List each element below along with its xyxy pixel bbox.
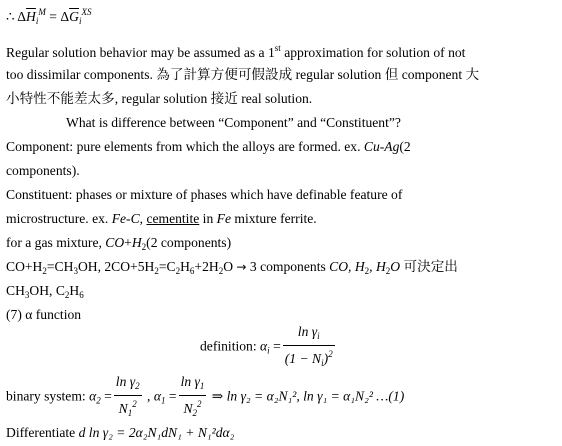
- text-span: CO: [329, 259, 349, 274]
- ordinal-superscript: st: [274, 43, 281, 53]
- text-span: H: [375, 259, 386, 274]
- text-span: i: [321, 358, 324, 368]
- text-span: microstructure. ex.: [6, 211, 112, 226]
- component-definition-line-1: [6, 138, 411, 155]
- paragraph-regular-solution-line-2: too dissimilar components. 為了計算方便可假設成 regular solution 但 component 大: [6, 67, 480, 82]
- text-span: CO: [105, 235, 125, 250]
- enthalpy-superscript: M: [38, 7, 46, 17]
- text-span: 2: [154, 266, 159, 276]
- text-span: 可決定出: [400, 259, 458, 274]
- text-span: 2: [328, 349, 333, 359]
- text-span: 2: [132, 399, 137, 409]
- text-span: OH, C: [29, 283, 65, 298]
- constituent-definition-line-1: Constituent: phases or mixture of phases which have definable feature of: [6, 187, 403, 202]
- text-span: H: [354, 259, 365, 274]
- text-span: (2: [399, 139, 411, 154]
- text-span: ln γ: [297, 324, 318, 339]
- text-span: 2: [364, 266, 370, 276]
- text-span: approximation for solution of not: [280, 45, 466, 60]
- text-span: 1: [199, 381, 205, 391]
- paragraph-regular-solution-line-1: [6, 40, 465, 61]
- reaction-line: [6, 258, 458, 280]
- paragraph-regular-solution-line-3: 小特性不能差太多, regular solution 接近 real solution.: [6, 91, 313, 106]
- text-span: (1 − N: [284, 351, 322, 366]
- text-span: 3 components: [246, 259, 330, 274]
- text-span: =: [100, 388, 112, 404]
- alpha-definition-equation: [200, 324, 337, 371]
- text-span: (2 components): [146, 235, 232, 250]
- text-span: H: [180, 259, 190, 274]
- text-span: i: [267, 345, 270, 356]
- text-span: =C: [158, 259, 176, 274]
- text-span: ,: [369, 259, 376, 274]
- text-span: i: [317, 331, 320, 341]
- text-span: O: [390, 259, 401, 274]
- text-span: 2: [64, 290, 70, 300]
- text-span: =CH: [46, 259, 74, 274]
- text-span: mixture ferrite.: [231, 211, 317, 226]
- text-span: 2: [218, 266, 224, 276]
- text-span: 3: [73, 266, 78, 276]
- binary-system-equation: [6, 374, 404, 421]
- text-span: H: [69, 283, 80, 298]
- text-span: ,: [139, 211, 147, 226]
- text-span: α: [153, 388, 161, 404]
- text-span: =: [269, 338, 281, 354]
- question-line: What is difference between “Component” and “Constituent”?: [66, 115, 401, 130]
- text-span: 2: [135, 381, 140, 391]
- top-equation: [6, 4, 91, 30]
- partial-gibbs-symbol: $\overline{G}$: [69, 9, 79, 24]
- text-span: binary system:: [6, 388, 90, 404]
- text-span: +: [124, 235, 132, 250]
- text-span: 1: [160, 395, 166, 406]
- text-span: OH, 2CO+5H: [77, 259, 155, 274]
- text-span: [283, 324, 335, 346]
- text-span: CO+H: [6, 259, 43, 274]
- text-span: definition:: [200, 338, 261, 354]
- text-span: 2: [42, 266, 47, 276]
- partial-enthalpy-symbol: $\overline{H}$: [26, 9, 36, 24]
- gibbs-superscript: XS: [81, 7, 92, 17]
- reaction-line-2: [6, 282, 84, 304]
- gibbs-subscript: i: [78, 16, 82, 26]
- text-span: 1: [127, 408, 133, 418]
- differentiate-line: [6, 424, 234, 441]
- text-span: +2H: [194, 259, 219, 274]
- text-span: α: [260, 338, 268, 354]
- text-span: ln γ₂ = α₂N₁², ln γ₁ = α₁N₂² …(1): [226, 388, 405, 404]
- text-span: 6: [189, 266, 195, 276]
- alpha-function-heading: (7) α function: [6, 307, 82, 322]
- text-span: CH: [6, 283, 25, 298]
- text-span: =: [165, 388, 177, 404]
- text-span: 3: [24, 290, 30, 300]
- text-span: 2: [96, 395, 101, 406]
- text-span: Component: pure elements from which the alloys are formed. ex.: [6, 139, 364, 154]
- text-span: 2: [175, 266, 181, 276]
- example-fe-c: Fe-C: [111, 211, 140, 226]
- text-span: 2: [197, 399, 202, 409]
- text-span: ,: [143, 388, 154, 404]
- text-span: d ln γ₂ = 2α₂N₁dN₁ + N₁²dα₂: [78, 425, 235, 440]
- text-span: ,: [348, 259, 355, 274]
- text-span: ln γ: [180, 374, 200, 389]
- enthalpy-subscript: i: [35, 16, 39, 26]
- definition-fraction: [283, 324, 335, 371]
- text-span: N: [118, 401, 128, 416]
- fe-italic: Fe: [216, 211, 231, 226]
- text-span: α: [89, 388, 97, 404]
- text-span: Differentiate: [6, 425, 79, 440]
- text-span: [114, 396, 142, 421]
- text-span: 2: [385, 266, 391, 276]
- text-span: N: [183, 401, 193, 416]
- text-span: H: [131, 235, 142, 250]
- text-span: [179, 396, 207, 421]
- equals-delta: = Δ: [45, 9, 70, 24]
- text-span: for a gas mixture,: [6, 235, 106, 250]
- right-arrow-icon: →: [236, 260, 247, 274]
- text-span: 2: [192, 408, 198, 418]
- text-span: O: [223, 259, 237, 274]
- text-span: 2: [141, 242, 147, 252]
- text-span: 6: [79, 290, 84, 300]
- text-span: [283, 346, 335, 371]
- constituent-definition-line-2: [6, 210, 317, 227]
- implies-arrow: ⇒: [208, 388, 227, 404]
- text-span: Regular solution behavior may be assumed as a 1: [6, 45, 275, 60]
- therefore-delta: ∴ Δ: [6, 9, 27, 24]
- alpha1-fraction: [179, 374, 207, 421]
- text-span: [179, 374, 207, 396]
- text-span: ln γ: [115, 374, 136, 389]
- text-span: ): [323, 351, 329, 366]
- component-definition-line-2: components).: [6, 163, 80, 178]
- gas-mixture-line: [6, 234, 231, 256]
- text-span: [114, 374, 142, 396]
- cementite-underlined: cementite: [146, 211, 200, 226]
- example-cu-ag: Cu-Ag: [363, 139, 400, 154]
- alpha2-fraction: [114, 374, 142, 421]
- text-span: in: [199, 211, 217, 226]
